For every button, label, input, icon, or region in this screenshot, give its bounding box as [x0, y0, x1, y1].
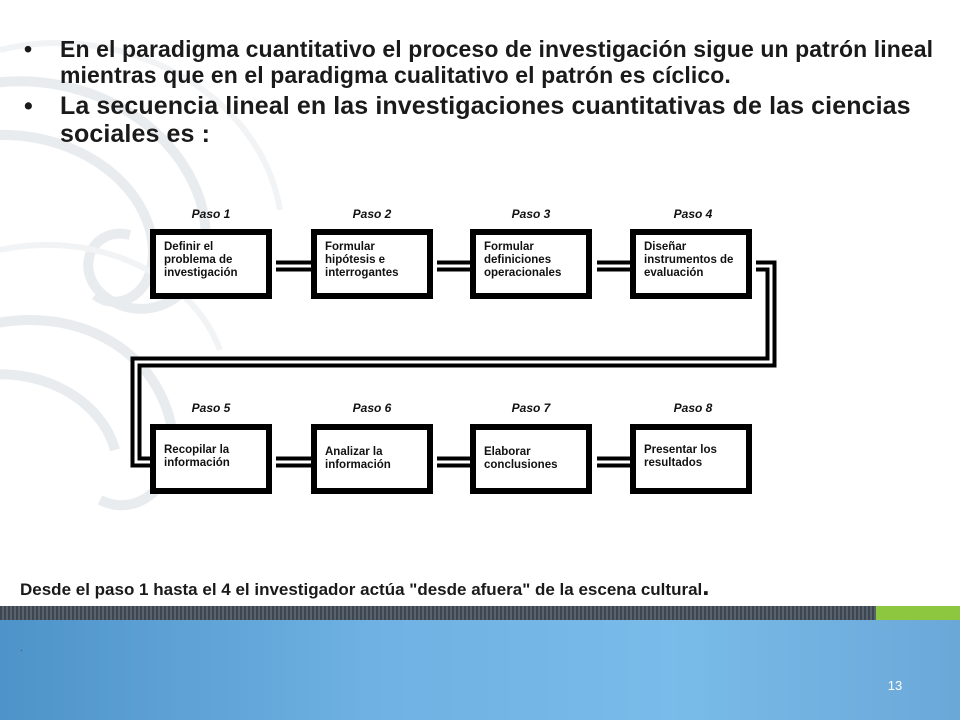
bullet-item: [22, 92, 947, 148]
step-box: [630, 424, 752, 494]
step-label: Paso 6: [352, 401, 392, 415]
step-label: Paso 3: [511, 207, 551, 221]
step-text: Definir el problema de investigación: [164, 241, 238, 279]
step-label: Paso 1: [191, 207, 231, 221]
bullet-dot-icon: •: [24, 92, 33, 120]
footer-stripe-dark: [0, 606, 876, 620]
step-box: [470, 229, 592, 299]
step-text: Elaborar conclusiones: [484, 446, 558, 471]
bullet-text: La secuencia lineal en las investigaciones cuantitativas de las ciencias sociales es :: [60, 92, 911, 148]
bullet-text: En el paradigma cuantitativo el proceso de investigación sigue un patrón lineal mientras que en el paradigma cualitativo el patrón es cíclico.: [60, 36, 934, 88]
step-text: Formular definiciones operacionales: [484, 241, 562, 279]
step-box: [311, 424, 433, 494]
bullet-dot-icon: •: [24, 36, 33, 62]
footnote-text: Desde el paso 1 hasta el 4 el investigador actúa "desde afuera" de la escena cultural: [20, 580, 703, 599]
footer-small-mark: .: [20, 643, 23, 654]
step-text: Recopilar la información: [164, 444, 230, 469]
step-label: Paso 7: [511, 401, 551, 415]
step-text: Analizar la información: [325, 446, 391, 471]
page-number: 13: [887, 678, 903, 693]
step-box: [630, 229, 752, 299]
step-box: [150, 229, 272, 299]
step-label: Paso 5: [191, 401, 231, 415]
footer-band: [0, 620, 960, 720]
step-text: Formular hipótesis e interrogantes: [325, 241, 399, 279]
step-label: Paso 4: [673, 207, 713, 221]
footnote-period: .: [702, 571, 710, 601]
step-box: [470, 424, 592, 494]
step-text: Diseñar instrumentos de evaluación: [644, 241, 734, 279]
bullet-item: [22, 36, 947, 88]
bullet-list: [22, 36, 947, 152]
footer-stripe-green: [876, 606, 960, 620]
step-label: Paso 2: [352, 207, 392, 221]
step-box: [150, 424, 272, 494]
step-label: Paso 8: [673, 401, 713, 415]
footnote: [20, 571, 710, 601]
step-text: Presentar los resultados: [644, 444, 717, 469]
step-box: [311, 229, 433, 299]
